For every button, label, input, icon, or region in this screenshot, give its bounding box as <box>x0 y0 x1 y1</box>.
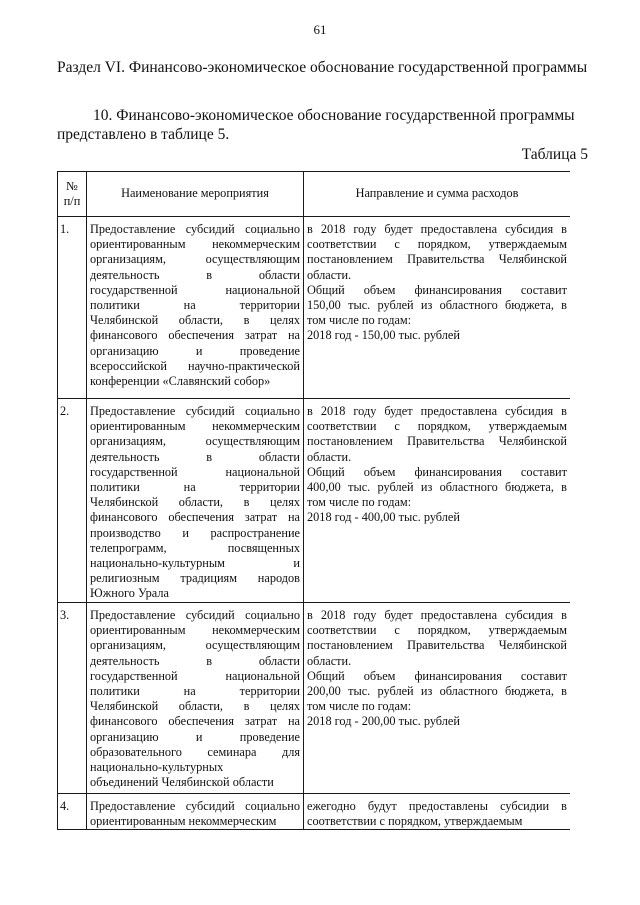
measure-name-line: организациям, осуществляющим <box>90 252 300 267</box>
table-row <box>58 217 571 399</box>
row-number: 2. <box>58 399 87 603</box>
table-body <box>58 217 571 830</box>
measure-name <box>87 399 304 603</box>
expense-direction-line: Общий объем финансирования составит <box>307 464 567 479</box>
expense-direction-line: постановлением Правительства Челябинской <box>307 638 567 653</box>
measure-name-line: производство и распространение <box>90 525 300 540</box>
intro-line: 10. Финансово-экономическое обоснование государственной программы <box>93 107 575 124</box>
table-row <box>58 794 571 830</box>
expense-direction-line: 2018 год - 200,00 тыс. рублей <box>307 714 460 729</box>
measure-name-line: политики на территории <box>90 684 300 699</box>
expense-direction-line: соответствии с порядком, утверждаемым <box>307 814 523 829</box>
measure-name-line: Челябинской области, в целях <box>90 313 300 328</box>
measure-name <box>87 603 304 794</box>
measure-name-line: организациям, осуществляющим <box>90 434 300 449</box>
measure-name-line: организацию и проведение <box>90 343 300 358</box>
header-direction: Направление и сумма расходов <box>304 172 571 217</box>
measure-name <box>87 794 304 830</box>
table-container <box>57 171 570 905</box>
row-number: 4. <box>58 794 87 830</box>
expense-direction-line: 200,00 тыс. рублей из областного бюджета, в <box>307 684 567 699</box>
expense-direction <box>304 794 571 830</box>
measure-name-line: национально-культурным и <box>90 556 300 571</box>
measure-name-line: ориентированным некоммерческим <box>90 237 300 252</box>
measure-name-line: деятельность в области <box>90 653 300 668</box>
expense-direction-line: соответствии с порядком, утверждаемым <box>307 419 567 434</box>
expense-direction-line: в 2018 году будет предоставлена субсидия в <box>307 608 567 622</box>
measure-name-line: Челябинской области, в целях <box>90 495 300 510</box>
expense-direction-line: 2018 год - 150,00 тыс. рублей <box>307 328 460 343</box>
expense-direction-line: постановлением Правительства Челябинской <box>307 434 567 449</box>
expense-direction-line: ежегодно будут предоставлены субсидии в <box>307 799 567 813</box>
measure-name-line: государственной национальной <box>90 282 300 297</box>
expense-direction-line: 2018 год - 400,00 тыс. рублей <box>307 510 460 525</box>
measure-name-line: деятельность в области <box>90 267 300 282</box>
measure-name-line: ориентированным некоммерческим <box>90 814 277 829</box>
measure-name-line: конференции «Славянский собор» <box>90 374 271 389</box>
row-number: 1. <box>58 217 87 399</box>
expense-direction-line: соответствии с порядком, утверждаемым <box>307 623 567 638</box>
expense-direction-line: в 2018 году будет предоставлена субсидия в <box>307 404 567 418</box>
measure-name-line: национально-культурных <box>90 760 224 775</box>
measure-name <box>87 217 304 399</box>
measures-table <box>57 171 570 830</box>
table-header-row <box>58 172 571 217</box>
expense-direction <box>304 217 571 399</box>
measure-name-line: ориентированным некоммерческим <box>90 623 300 638</box>
measure-name-line: Предоставление субсидий социально <box>90 404 300 418</box>
expense-direction-line: соответствии с порядком, утверждаемым <box>307 237 567 252</box>
table-row <box>58 603 571 794</box>
expense-direction-line: Общий объем финансирования составит <box>307 668 567 683</box>
measure-name-line: политики на территории <box>90 480 300 495</box>
intro-line: представлено в таблице 5. <box>57 126 230 143</box>
header-num-line: п/п <box>63 194 81 208</box>
expense-direction-line: области. <box>307 267 352 282</box>
expense-direction <box>304 399 571 603</box>
header-num-line: № <box>66 179 78 193</box>
measure-name-line: государственной национальной <box>90 464 300 479</box>
measure-name-line: государственной национальной <box>90 668 300 683</box>
measure-name-line: Предоставление субсидий социально <box>90 222 300 236</box>
measure-name-line: объединений Челябинской области <box>90 775 274 790</box>
table-caption: Таблица 5 <box>521 146 588 163</box>
measure-name-line: религиозным традициям народов <box>90 571 300 586</box>
measure-name-line: финансового обеспечения затрат на <box>90 510 300 525</box>
table-row <box>58 399 571 603</box>
expense-direction-line: области. <box>307 653 352 668</box>
page-number: 61 <box>313 22 327 37</box>
measure-name-line: ориентированным некоммерческим <box>90 419 300 434</box>
intro-paragraph <box>57 106 588 144</box>
expense-direction <box>304 603 571 794</box>
measure-name-line: Челябинской области, в целях <box>90 699 300 714</box>
measure-name-line: телепрограмм, посвященных <box>90 540 300 555</box>
measure-name-line: финансового обеспечения затрат на <box>90 714 300 729</box>
measure-name-line: организацию и проведение <box>90 729 300 744</box>
header-name: Наименование мероприятия <box>87 172 304 217</box>
measure-name-line: Южного Урала <box>90 586 169 601</box>
section-title: Раздел VI. Финансово-экономическое обоснование государственной программы <box>57 59 588 76</box>
expense-direction-line: том числе по годам: <box>307 699 412 714</box>
measure-name-line: финансового обеспечения затрат на <box>90 328 300 343</box>
expense-direction-line: в 2018 году будет предоставлена субсидия в <box>307 222 567 236</box>
measure-name-line: Предоставление субсидий социально <box>90 799 300 813</box>
measure-name-line: всероссийской научно-практической <box>90 358 300 373</box>
measure-name-line: Предоставление субсидий социально <box>90 608 300 622</box>
expense-direction-line: постановлением Правительства Челябинской <box>307 252 567 267</box>
expense-direction-line: том числе по годам: <box>307 313 412 328</box>
measure-name-line: образовательного семинара для <box>90 744 300 759</box>
measure-name-line: организациям, осуществляющим <box>90 638 300 653</box>
measure-name-line: деятельность в области <box>90 449 300 464</box>
header-num <box>58 172 87 217</box>
expense-direction-line: области. <box>307 449 352 464</box>
expense-direction-line: 150,00 тыс. рублей из областного бюджета, в <box>307 298 567 313</box>
measure-name-line: политики на территории <box>90 298 300 313</box>
expense-direction-line: том числе по годам: <box>307 495 412 510</box>
expense-direction-line: Общий объем финансирования составит <box>307 282 567 297</box>
row-number: 3. <box>58 603 87 794</box>
expense-direction-line: 400,00 тыс. рублей из областного бюджета, в <box>307 480 567 495</box>
